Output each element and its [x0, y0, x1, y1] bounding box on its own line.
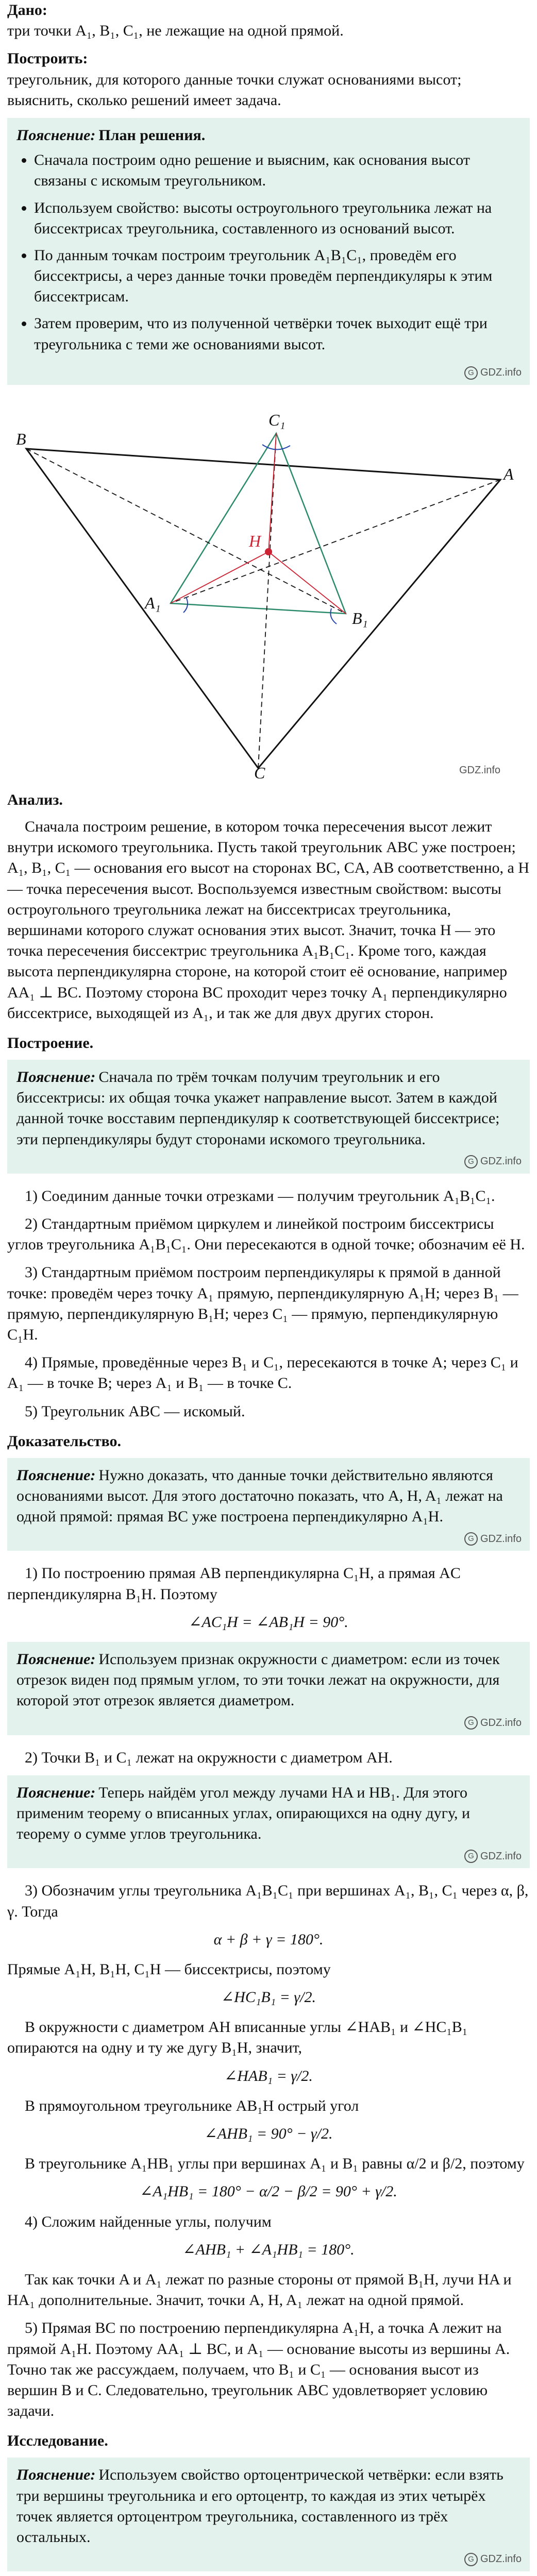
proof-text: Так как точки A и A₁ лежат по разные стороны от прямой B₁H, лучи HA и HA₁ дополнительные. Значит, точки A, H, A₁ лежат на одной прямой.	[7, 2270, 512, 2309]
proof-note-2	[7, 1642, 530, 1735]
proof-step: 3) Обозначим углы треугольника A₁B₁C₁ при вершинах A₁, B₁, C₁ через α, β, γ. Тогда	[7, 1882, 529, 1920]
plan-title: План решения.	[98, 126, 206, 144]
main-figure	[16, 397, 521, 778]
formula: ∠HC₁B₁ = γ/2.	[221, 1989, 316, 2006]
gdz-logo-icon: G	[464, 1716, 478, 1730]
angle-mark-b1	[330, 608, 337, 624]
plan-item: • Затем проверим, что из полученной четвёрки точек выходит ещё три треугольника с теми же основаниями высот.	[34, 313, 521, 354]
label-b1: B₁	[352, 608, 368, 628]
formula: ∠HAB₁ = γ/2.	[224, 2067, 313, 2084]
label-h: H	[249, 531, 261, 550]
altitude-c	[258, 433, 276, 768]
plan-item: • По данным точкам построим треугольник A₁B₁C₁, проведём его биссектрисы, а через данные точки проведём перпендикуляры к этим биссектрисам.	[34, 245, 521, 308]
formula: ∠AC₁H = ∠AB₁H = 90°.	[189, 1613, 348, 1631]
proof-text: В треугольнике A₁HB₁ углы при вершинах A₁ и B₁ равны α/2 и β/2, поэтому	[25, 2155, 525, 2173]
formula: ∠AHB₁ = 90° − γ/2.	[204, 2125, 333, 2142]
construction-note-text: Сначала по трём точкам получим треугольник и его биссектрисы: их общая точка укажет направление высот. Затем в каждой данной точке восставим перпендикуляр к соответствующей биссектрисе; эти перпендикуляры будут сторонами искомого треугольника.	[16, 1069, 500, 1148]
plan-item: • Используем свойство: высоты остроугольного треугольника лежат на биссектрисах треугольника, составленного из оснований высот.	[34, 198, 521, 239]
study-title: Исследование.	[7, 2432, 108, 2450]
gdz-logo-icon: G	[464, 1532, 478, 1546]
proof-step: 5) Прямая BC по построению перпендикулярна A₁H, а точка A лежит на прямой A₁H. Поэтому AA₁ ⊥ BC, и A₁ — основание высоты из вершины A. Точно так же рассуждаем, получаем, что B₁ и C₁ — основания высот из вершин B и C. Следовательно, треугольник ABC удовлетворяет условию задачи.	[7, 2319, 510, 2420]
gdz-watermark: G GDZ.info	[464, 366, 522, 380]
proof-note-1-text: Нужно доказать, что данные точки действительно являются основаниями высот. Для этого достаточно показать, что A, H, A₁ лежат на одной прямой: прямая BC уже построена перпендикулярно A₁H.	[16, 1466, 503, 1526]
formula: ∠A₁HB₁ = 180° − α/2 − β/2 = 90° + γ/2.	[140, 2183, 397, 2200]
proof-title: Доказательство.	[7, 1432, 122, 1450]
given-label: Дано:	[7, 2, 47, 19]
proof-note-3-text: Теперь найдём угол между лучами HA и HB₁. Для этого применим теорему о вписанных углах, опирающихся на одну дугу, и теорему о сумме углов треугольника.	[16, 1784, 471, 1843]
label-a1: A₁	[145, 593, 161, 612]
label-c1: C₁	[268, 410, 286, 429]
plan-item: • Сначала построим одно решение и выясним, как основания высот связаны с искомым треугольником.	[34, 150, 521, 191]
gdz-logo-icon: G	[464, 1850, 478, 1863]
note-label: Пояснение:	[16, 2466, 96, 2484]
figure-watermark: GDZ.info	[459, 764, 501, 776]
point-h	[265, 548, 272, 555]
construction-step: 1) Соединим данные точки отрезками — получим треугольник A₁B₁C₁.	[25, 1187, 495, 1205]
formula: ∠AHB₁ + ∠A₁HB₁ = 180°.	[182, 2241, 355, 2258]
analysis-text: Сначала построим решение, в котором точка пересечения высот лежит внутри искомого треугольника. Пусть такой треугольник ABC уже построен; A₁, B₁, C₁ — основания его высот на сторонах BC, CA, AB соответственно, а H — точка пересечения высот. Воспользуемся известным свойством: высоты остроугольного треугольника лежат на биссектрисах треугольника, вершинами которого служат основания этих высот. Значит, точка H — это точка пересечения биссектрис треугольника A₁B₁C₁. Кроме того, каждая высота перпендикулярна стороне, на которой стоит её основание, например AA₁ ⊥ BC. Поэтому сторона BC проходит через точку A₁ перпендикулярно биссектрисе, выходящей из A₁, и так же для двух других сторон.	[7, 818, 530, 1022]
plan-label: Пояснение:	[16, 126, 96, 144]
proof-text: Прямые A₁H, B₁H, C₁H — биссектрисы, поэтому	[7, 1960, 331, 1978]
construction-title: Построение.	[7, 1034, 94, 1052]
plan-list	[16, 150, 521, 355]
gdz-watermark: G GDZ.info	[464, 1532, 522, 1546]
proof-step: 2) Точки B₁ и C₁ лежат на окружности с диаметром AH.	[25, 1749, 393, 1766]
bisector-a1	[171, 552, 268, 603]
analysis-title: Анализ.	[7, 791, 63, 808]
proof-note-1	[7, 1458, 530, 1551]
construction-step: 2) Стандартным приёмом циркулем и линейкой построим биссектрисы углов треугольника A₁B₁C₁. Они пересекаются в одной точке; обозначим её H.	[7, 1215, 525, 1253]
construction-step: 3) Стандартным приёмом построим перпендикуляры к прямой в данной точке: проведём через точку A₁ прямую, перпендикулярную A₁H; через B₁ — прямую, перпендикулярную B₁H; через C₁ — прямую, перпендикулярную C₁H.	[7, 1264, 518, 1343]
label-a: A	[504, 464, 514, 483]
proof-text: В окружности с диаметром AH вписанные углы ∠HAB₁ и ∠HC₁B₁ опираются на одну и ту же дугу B₁H, значит,	[7, 2019, 468, 2057]
construct-label: Построить:	[7, 50, 88, 67]
construction-step: 4) Прямые, проведённые через B₁ и C₁, пересекаются в точке A; через C₁ и A₁ — в точке B; через A₁ и B₁ — в точке C.	[7, 1354, 518, 1392]
gdz-watermark: G GDZ.info	[464, 1155, 522, 1168]
construct-line	[7, 48, 530, 111]
plan-box	[7, 118, 530, 385]
note-label: Пояснение:	[16, 1466, 96, 1484]
gdz-logo-icon: G	[464, 2553, 478, 2566]
study-note-text: Используем свойство ортоцентрической четвёрки: если взять три вершины треугольника и его ортоцентр, то каждая из этих четырёх точек является ортоцентром треугольника, составленного из трёх остальных.	[16, 2466, 504, 2546]
gdz-watermark: G GDZ.info	[464, 1850, 522, 1863]
given-line	[7, 0, 530, 41]
gdz-logo-icon: G	[464, 1155, 478, 1168]
construction-note	[7, 1060, 530, 1174]
formula: α + β + γ = 180°.	[213, 1930, 324, 1948]
proof-text: В прямоугольном треугольнике AB₁H острый угол	[25, 2097, 359, 2114]
construct-text: треугольник, для которого данные точки служат основаниями высот; выяснить, сколько решений имеет задача.	[7, 71, 462, 109]
proof-step: 1) По построению прямая AB перпендикулярна C₁H, а прямая AC перпендикулярна B₁H. Поэтому	[7, 1565, 461, 1603]
note-label: Пояснение:	[16, 1784, 96, 1801]
gdz-watermark: G GDZ.info	[464, 1716, 522, 1730]
altitude-a	[171, 480, 500, 603]
note-label: Пояснение:	[16, 1069, 96, 1086]
altitude-b	[26, 449, 346, 614]
proof-note-3	[7, 1775, 530, 1869]
gdz-watermark: G GDZ.info	[464, 2552, 522, 2566]
construction-step: 5) Треугольник ABC — искомый.	[25, 1402, 245, 1420]
study-note	[7, 2458, 530, 2571]
proof-step: 4) Сложим найденные углы, получим	[25, 2213, 272, 2230]
note-label: Пояснение:	[16, 1651, 96, 1668]
proof-note-2-text: Используем признак окружности с диаметром: если из точек отрезок виден под прямым углом, то эти точки лежат на окружности, для которой этот отрезок является диаметром.	[16, 1651, 500, 1709]
gdz-logo-icon: G	[464, 366, 478, 380]
label-c: C	[254, 763, 265, 778]
label-b: B	[16, 429, 26, 448]
bisector-c1	[268, 433, 276, 552]
given-text: три точки A₁, B₁, C₁, не лежащие на одной прямой.	[7, 22, 344, 40]
